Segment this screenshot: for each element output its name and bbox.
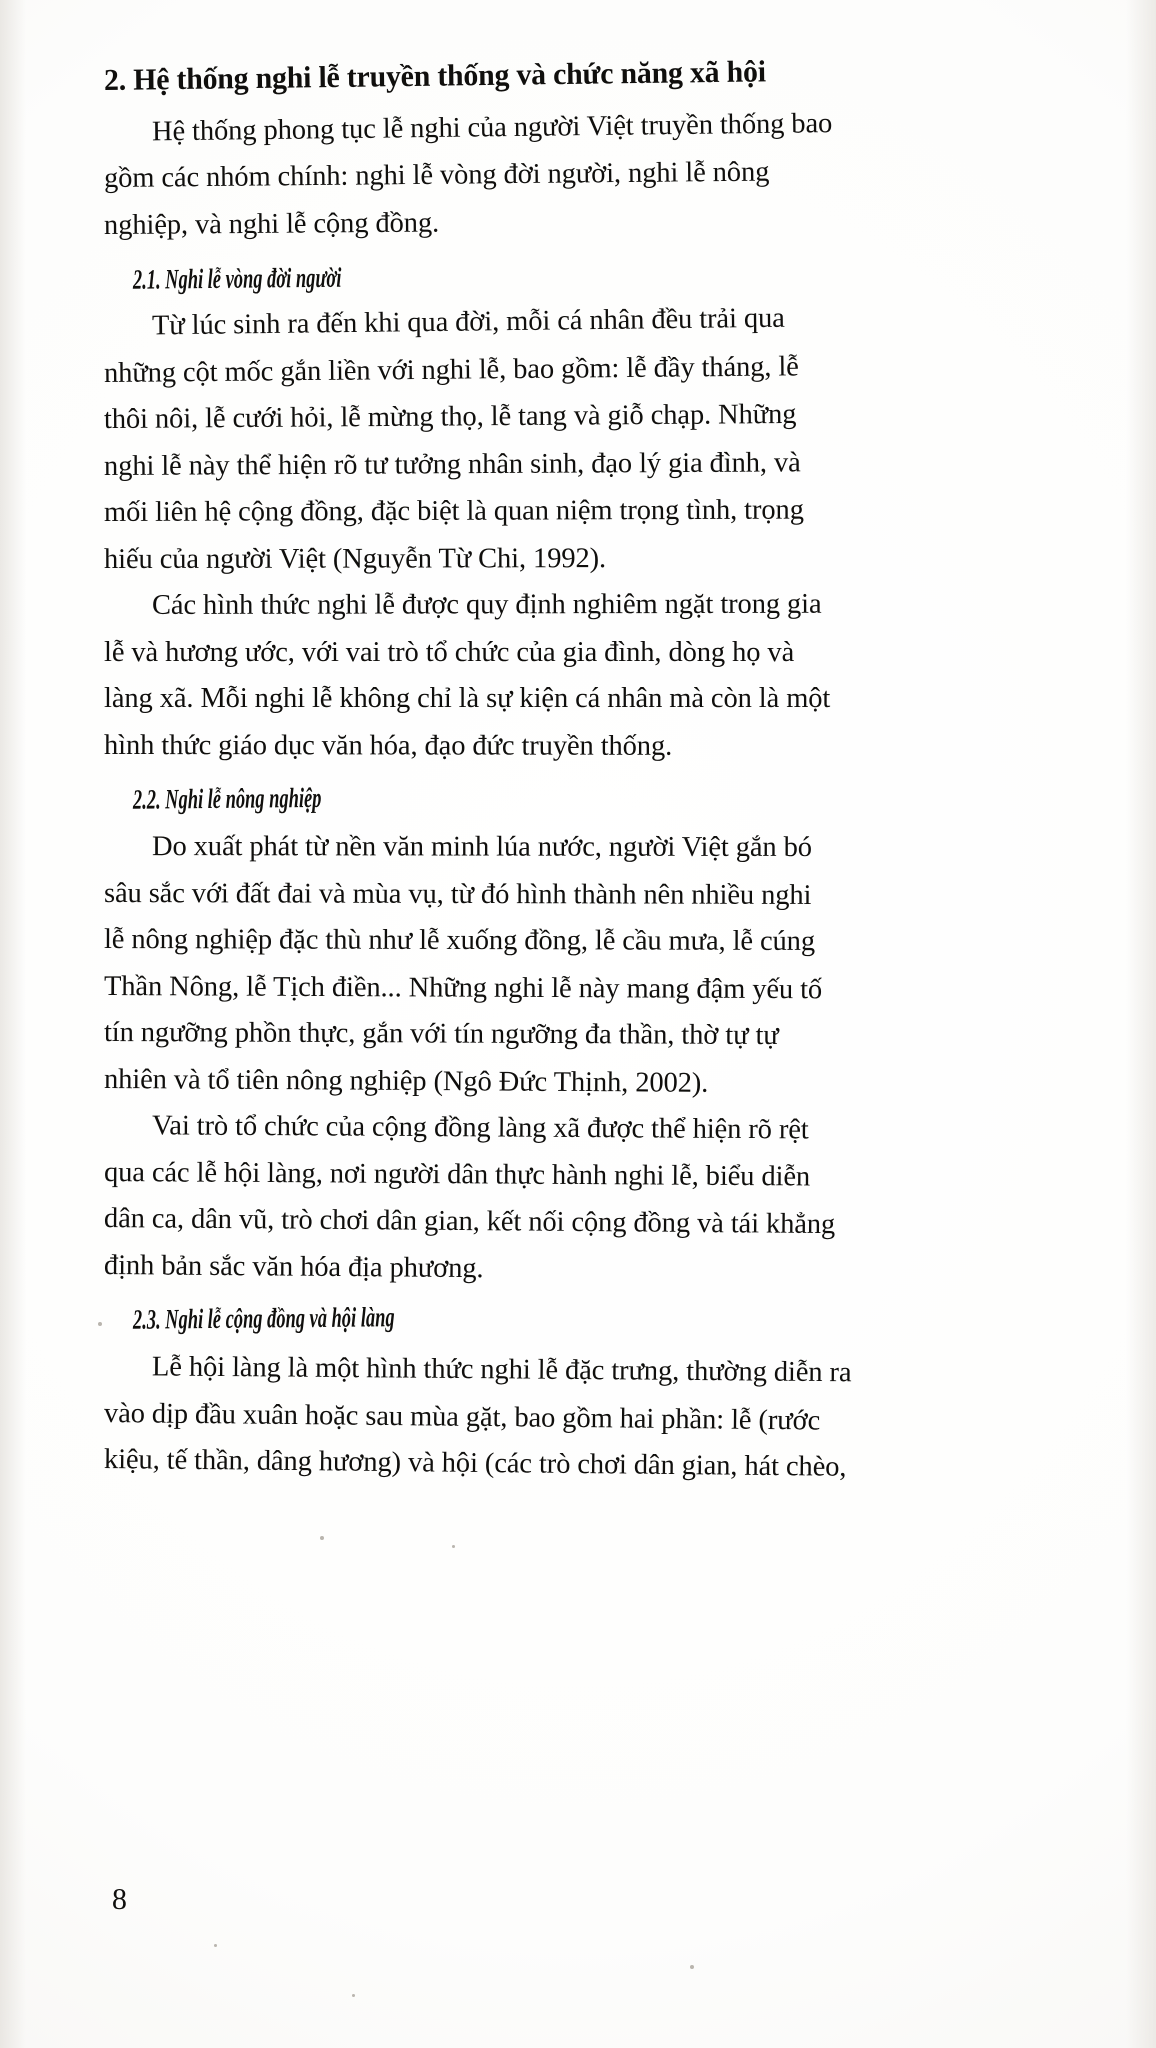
text-line: những cột mốc gắn liền với nghi lễ, bao gồm: lễ đầy tháng, lễ (103, 351, 799, 389)
page-number: 8 (111, 1882, 128, 1917)
text-line: Hệ thống phong tục lễ nghi của người Việt truyền thống bao (151, 107, 833, 148)
text-line: Do xuất phát từ nền văn minh lúa nước, người Việt gắn bó (151, 831, 812, 864)
text-line: Các hình thức nghi lễ được quy định nghiêm ngặt trong gia (151, 589, 822, 622)
text-line: Từ lúc sinh ra đến khi qua đời, mỗi cá nhân đều trải qua (151, 302, 785, 342)
text-line: kiệu, tế thần, dâng hương) và hội (các trò chơi dân gian, hát chèo, (103, 1444, 847, 1484)
paragraph-2-3-a (104, 1344, 894, 1484)
text-line: Lễ hội làng là một hình thức nghi lễ đặc trưng, thường diễn ra (151, 1351, 852, 1389)
paragraph-2-1-b (104, 583, 894, 769)
text-line: vào dịp đầu xuân hoặc sau mùa gặt, bao gồm hai phần: lễ (rước (103, 1397, 821, 1437)
section-heading: 2. Hệ thống nghi lễ truyền thống và chức năng xã hội (103, 54, 767, 97)
text-line: dân ca, dân vũ, trò chơi dân gian, kết nối cộng đồng và tái khẳng (103, 1203, 836, 1241)
text-line: gồm các nhóm chính: nghi lễ vòng đời người, nghi lễ nông (103, 156, 770, 195)
text-line: qua các lễ hội làng, nơi người dân thực hành nghi lễ, biểu diễn (103, 1156, 811, 1193)
text-line: hình thức giáo dục văn hóa, đạo đức truyền thống. (103, 729, 673, 762)
text-line: lễ và hương ước, với vai trò tổ chức của gia đình, dòng họ và (104, 636, 795, 668)
text-line: tín ngưỡng phồn thực, gắn với tín ngưỡng đa thần, thờ tự tự (103, 1017, 779, 1052)
subsection-heading-2-1: 2.1. Nghi lễ vòng đời người (132, 263, 342, 297)
paragraph-2-2-b (104, 1103, 894, 1289)
page-content (103, 54, 894, 1484)
text-line: định bản sắc văn hóa địa phương. (103, 1249, 484, 1284)
text-line: nhiên và tổ tiên nông nghiệp (Ngô Đức Thịnh, 2002). (103, 1063, 709, 1099)
paragraph-intro (103, 107, 894, 250)
text-line: lễ nông nghiệp đặc thù như lễ xuống đồng, lễ cầu mưa, lễ cúng (103, 924, 816, 958)
text-line: mối liên hệ cộng đồng, đặc biệt là quan niệm trọng tình, trọng (103, 494, 804, 529)
text-line: sâu sắc với đất đai và mùa vụ, từ đó hình thành nên nhiều nghi (103, 877, 812, 911)
text-line: làng xã. Mỗi nghi lễ không chỉ là sự kiện cá nhân mà còn là một (104, 683, 831, 715)
text-line: thôi nôi, lễ cưới hỏi, lễ mừng thọ, lễ tang và giỗ chạp. Những (103, 399, 797, 436)
subsection-heading-2-2: 2.2. Nghi lễ nông nghiệp (132, 783, 322, 817)
subsection-heading-2-3: 2.3. Nghi lễ cộng đồng và hội làng (132, 1302, 395, 1337)
paragraph-2-2-a (104, 824, 894, 1103)
text-line: nghiệp, và nghi lễ cộng đồng. (103, 207, 440, 241)
text-line: Vai trò tổ chức của cộng đồng làng xã được thể hiện rõ rệt (151, 1110, 809, 1146)
paragraph-2-1-a (104, 304, 894, 583)
text-line: Thần Nông, lễ Tịch điền... Những nghi lễ này mang đậm yếu tố (103, 970, 823, 1006)
text-line: hiếu của người Việt (Nguyễn Từ Chi, 1992). (103, 542, 607, 575)
text-line: nghi lễ này thể hiện rõ tư tưởng nhân sinh, đạo lý gia đình, và (103, 447, 801, 482)
